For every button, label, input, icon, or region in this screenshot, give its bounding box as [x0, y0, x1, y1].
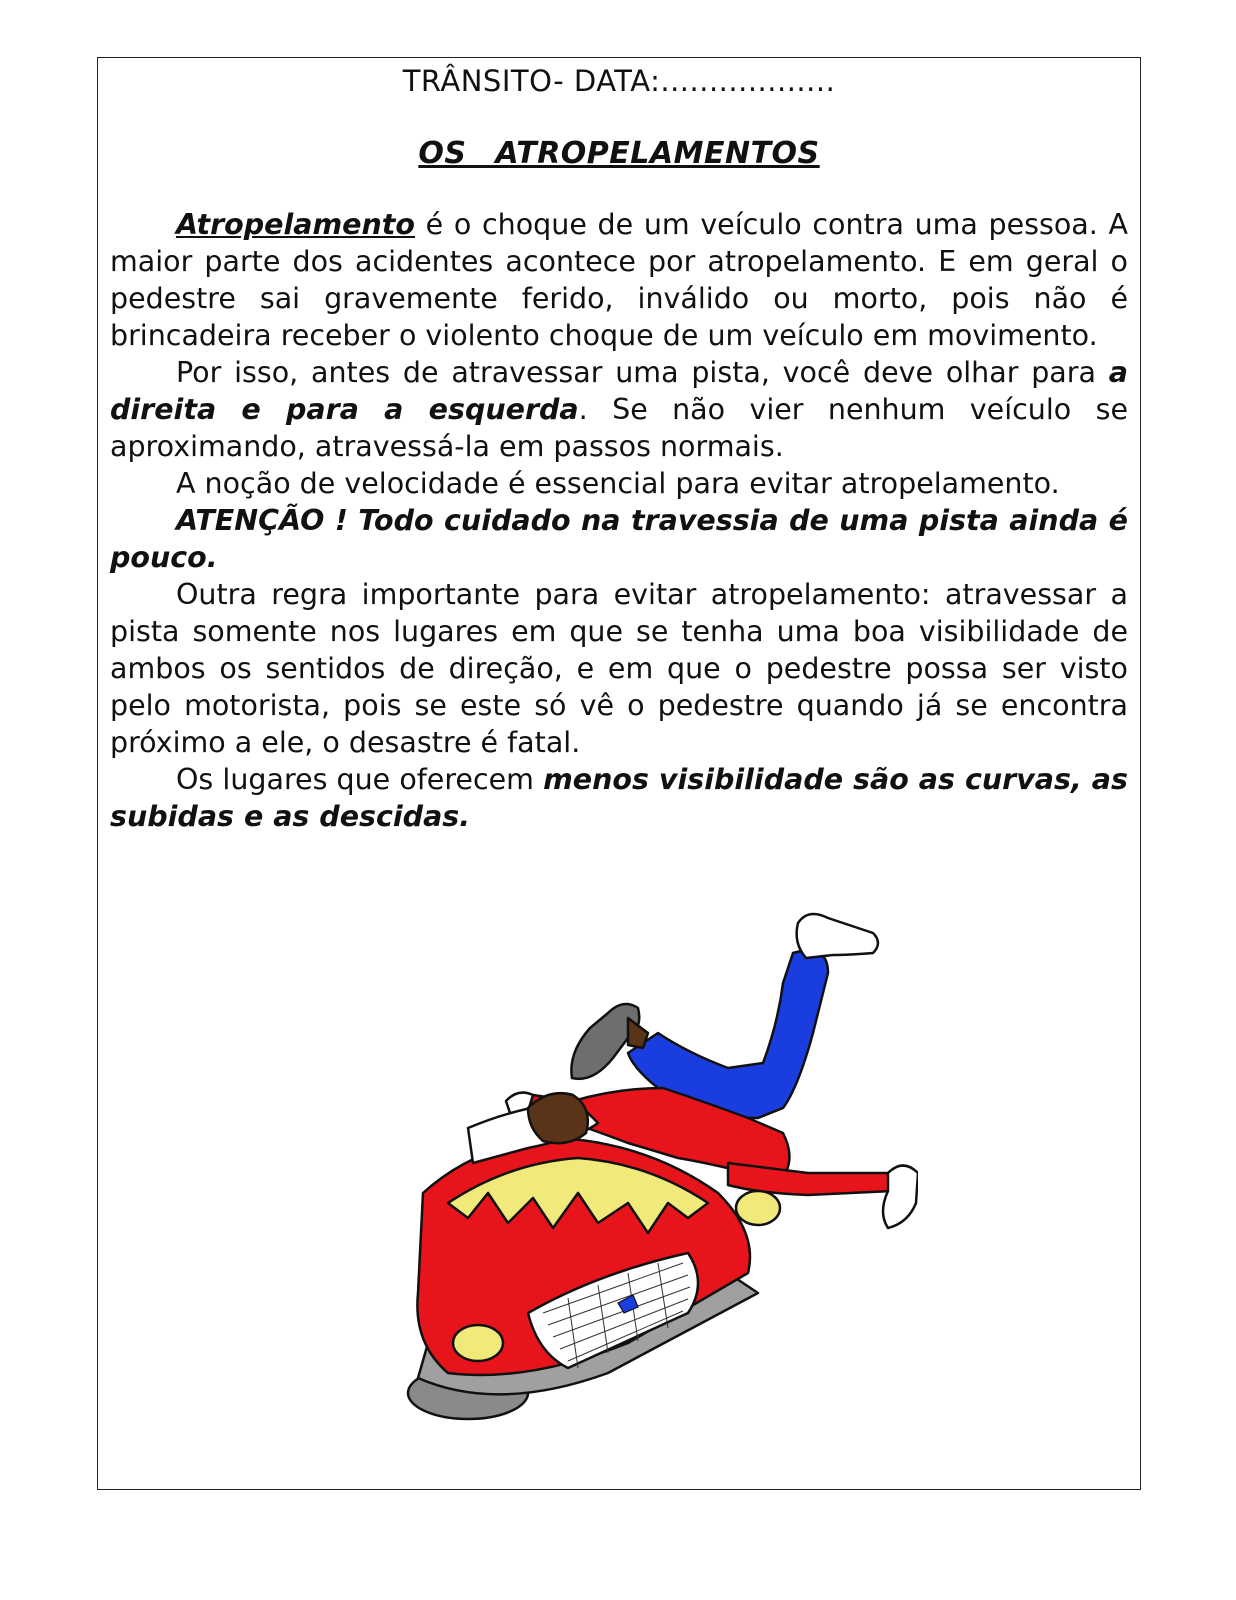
paragraph-visibility-rule: Outra regra importante para evitar atropelamento: atravessar a pista somente nos lugares em que se tenha uma boa visibilidade de ambos os sentidos de direção, e em que o pedestre possa ser visto pelo motorista, pois se este só vê o pedestre quando já se encontra próximo a ele, o desastre é fatal. [110, 578, 1128, 759]
emphasis-text: a direita e para a esquerda [110, 356, 1128, 426]
paragraph-low-visibility [110, 761, 1128, 835]
paragraph-look-both-ways [110, 354, 1128, 465]
car-accident-illustration [328, 873, 918, 1433]
paragraph-text: é o choque de um veículo contra uma pessoa. A maior parte dos acidentes acontece por atropelamento. E em geral o pedestre sai gravemente ferido, inválido ou morto, pois não é brincadeira receber o violento choque de um veículo em movimento. [110, 208, 1128, 352]
paragraph-text: Os lugares que oferecem [176, 763, 544, 796]
worksheet-frame [97, 57, 1141, 1490]
worksheet-header: TRÂNSITO- DATA:.................. [402, 64, 836, 98]
paragraph-definition [110, 206, 1128, 354]
paragraph-text: . Se não vier nenhum veículo se aproximando, atravessá-la em passos normais. [110, 393, 1128, 463]
key-term: Atropelamento [176, 208, 416, 241]
body-text [110, 206, 1128, 835]
paragraph-text: Por isso, antes de atravessar uma pista, você deve olhar para [176, 356, 1109, 389]
page-title: OS ATROPELAMENTOS [418, 136, 820, 171]
emphasis-text: menos visibilidade são as curvas, as subidas e as descidas. [110, 763, 1128, 833]
paragraph-speed: A noção de velocidade é essencial para evitar atropelamento. [176, 467, 1060, 500]
paragraph-attention: ATENÇÃO ! Todo cuidado na travessia de uma pista ainda é pouco. [110, 504, 1128, 574]
